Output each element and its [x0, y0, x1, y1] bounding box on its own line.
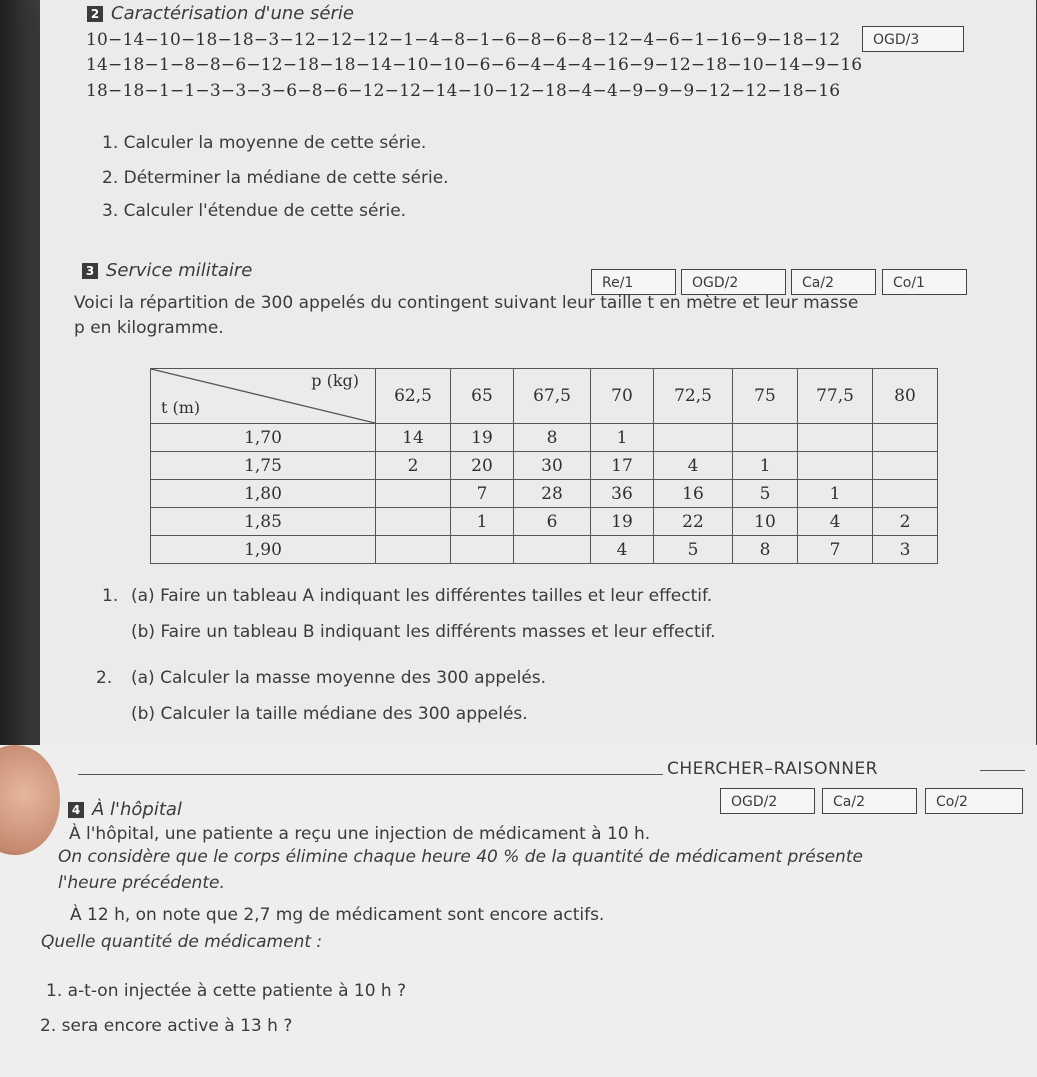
count-cell: [451, 536, 514, 564]
section4-question-2: 2. sera encore active à 13 h ?: [40, 1016, 293, 1036]
count-cell: 28: [514, 480, 591, 508]
count-cell: 1: [798, 480, 873, 508]
height-cell: 1,70: [151, 424, 376, 452]
section3-q1b: (b) Faire un tableau B indiquant les différents masses et leur effectif.: [131, 622, 716, 642]
count-cell: 10: [733, 508, 798, 536]
mass-header: 70: [591, 369, 654, 424]
section3-q2b: (b) Calculer la taille médiane des 300 appelés.: [131, 704, 528, 724]
count-cell: 19: [591, 508, 654, 536]
count-cell: 30: [514, 452, 591, 480]
section3-badge-re: Re/1: [591, 269, 676, 295]
height-cell: 1,80: [151, 480, 376, 508]
section3-q1a: (a) Faire un tableau A indiquant les différentes tailles et leur effectif.: [131, 586, 713, 606]
mass-header: 75: [733, 369, 798, 424]
table-row: [151, 536, 938, 564]
count-cell: 14: [376, 424, 451, 452]
count-cell: [798, 452, 873, 480]
count-cell: [873, 424, 938, 452]
count-cell: 19: [451, 424, 514, 452]
count-cell: [514, 536, 591, 564]
count-cell: 2: [376, 452, 451, 480]
section2-title: Caractérisation d'une série: [111, 3, 354, 24]
count-cell: 5: [654, 536, 733, 564]
count-cell: [798, 424, 873, 452]
count-cell: [873, 480, 938, 508]
table-row: [151, 452, 938, 480]
mass-axis-label: p (kg): [311, 371, 359, 390]
count-cell: 4: [798, 508, 873, 536]
section2-question-1: 1. Calculer la moyenne de cette série.: [102, 133, 427, 153]
count-cell: [873, 452, 938, 480]
section4-line-1: À l'hôpital, une patiente a reçu une injection de médicament à 10 h.: [69, 824, 651, 844]
count-cell: 2: [873, 508, 938, 536]
count-cell: [376, 480, 451, 508]
height-mass-table: [150, 368, 938, 564]
count-cell: 17: [591, 452, 654, 480]
count-cell: [376, 536, 451, 564]
section4-badge-ogd: OGD/2: [720, 788, 815, 814]
section4-badge-ca: Ca/2: [822, 788, 917, 814]
count-cell: 7: [451, 480, 514, 508]
count-cell: 3: [873, 536, 938, 564]
section4-title: À l'hôpital: [92, 799, 182, 820]
section3-title: Service militaire: [106, 260, 253, 281]
mass-header: 65: [451, 369, 514, 424]
section3-intro-line-1: Voici la répartition de 300 appelés du contingent suivant leur taille t en mètre et leur masse: [74, 293, 859, 313]
count-cell: 4: [654, 452, 733, 480]
section2-header: [87, 3, 354, 24]
section3-number: 3: [82, 263, 98, 279]
count-cell: 1: [591, 424, 654, 452]
table-row: [151, 508, 938, 536]
count-cell: [733, 424, 798, 452]
section2-badge: OGD/3: [862, 26, 964, 52]
section4-line-5: Quelle quantité de médicament :: [41, 932, 323, 952]
section3-header: [82, 260, 252, 281]
section3-q1-number: 1.: [102, 586, 119, 606]
series-line-3: 18−18−1−1−3−3−3−6−8−6−12−12−14−10−12−18−4−4−9−9−9−12−12−18−16: [86, 81, 841, 101]
section2-question-3: 3. Calculer l'étendue de cette série.: [102, 201, 407, 221]
count-cell: 36: [591, 480, 654, 508]
count-cell: 5: [733, 480, 798, 508]
section4-line-2: On considère que le corps élimine chaque heure 40 % de la quantité de médicament présente: [58, 847, 863, 867]
count-cell: 6: [514, 508, 591, 536]
table-header-row: [151, 369, 938, 424]
section4-badge-co: Co/2: [925, 788, 1023, 814]
table-row: [151, 480, 938, 508]
count-cell: 20: [451, 452, 514, 480]
height-cell: 1,85: [151, 508, 376, 536]
mass-header: 72,5: [654, 369, 733, 424]
count-cell: 1: [733, 452, 798, 480]
count-cell: 8: [733, 536, 798, 564]
series-line-2: 14−18−1−8−8−6−12−18−18−14−10−10−6−6−4−4−4−16−9−12−18−10−14−9−16: [86, 55, 863, 75]
section3-q2-number: 2.: [96, 668, 113, 688]
heading-rule-left: [78, 774, 663, 775]
section3-badge-co: Co/1: [882, 269, 967, 295]
mass-header: 77,5: [798, 369, 873, 424]
chercher-raisonner-heading: CHERCHER–RAISONNER: [667, 759, 878, 779]
heading-rule-right: [980, 770, 1025, 771]
table-row: [151, 424, 938, 452]
section3-badge-ca: Ca/2: [791, 269, 876, 295]
count-cell: 16: [654, 480, 733, 508]
table-corner-cell: [151, 369, 376, 424]
height-cell: 1,75: [151, 452, 376, 480]
section4-header: [68, 799, 182, 820]
section3-q2a: (a) Calculer la masse moyenne des 300 appelés.: [131, 668, 547, 688]
mass-header: 67,5: [514, 369, 591, 424]
count-cell: 8: [514, 424, 591, 452]
height-cell: 1,90: [151, 536, 376, 564]
count-cell: [376, 508, 451, 536]
section3-intro-line-2: p en kilogramme.: [74, 318, 224, 338]
mass-header: 80: [873, 369, 938, 424]
series-line-1: 10−14−10−18−18−3−12−12−12−1−4−8−1−6−8−6−8−12−4−6−1−16−9−18−12: [86, 30, 841, 50]
section2-question-2: 2. Déterminer la médiane de cette série.: [102, 168, 449, 188]
section4-line-3: l'heure précédente.: [58, 873, 225, 893]
height-axis-label: t (m): [161, 398, 201, 417]
section4-line-4: À 12 h, on note que 2,7 mg de médicament sont encore actifs.: [70, 905, 605, 925]
count-cell: 4: [591, 536, 654, 564]
count-cell: 7: [798, 536, 873, 564]
section4-question-1: 1. a-t-on injectée à cette patiente à 10 h ?: [46, 981, 407, 1001]
mass-header: 62,5: [376, 369, 451, 424]
count-cell: 22: [654, 508, 733, 536]
count-cell: 1: [451, 508, 514, 536]
section2-number: 2: [87, 6, 103, 22]
section4-number: 4: [68, 802, 84, 818]
section3-badge-ogd: OGD/2: [681, 269, 786, 295]
count-cell: [654, 424, 733, 452]
